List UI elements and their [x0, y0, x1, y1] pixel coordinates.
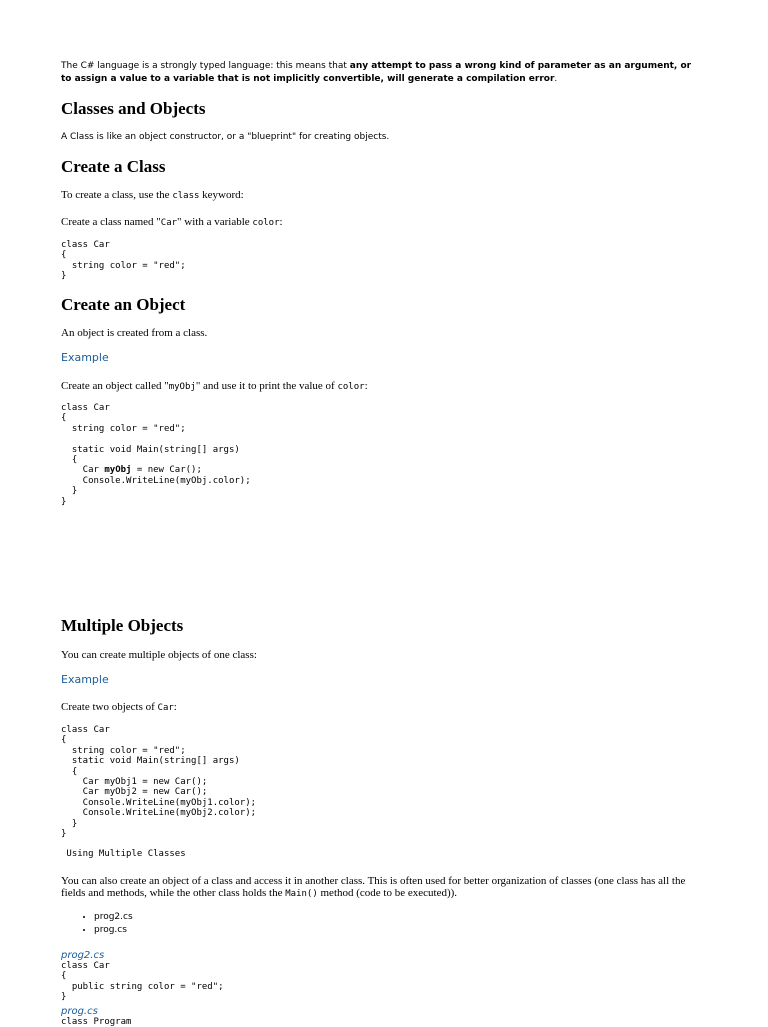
code-block-multiple-objects: class Car { string color = "red"; static void Main(string[] args) { Car myObj1 = new Car(); Car myObj2 = new Car(); Console.WriteLine(myObj1.color); Console.WriteLine(myObj2.color); } } [61, 725, 257, 840]
text: : [279, 216, 283, 228]
inline-code: color [252, 218, 280, 228]
heading-create-object: Create an Object [61, 295, 186, 314]
text: " and use it to print the value of [195, 380, 338, 392]
classes-objects-text: A Class is like an object constructor, or a "blueprint" for creating objects. [61, 132, 390, 142]
intro-end: . [554, 74, 558, 84]
text: Create two objects of [61, 701, 158, 713]
heading-classes-objects: Classes and Objects [61, 99, 206, 118]
list-item: • prog2.cs [94, 911, 133, 924]
code-block-prog2: class Car { public string color = "red"; } [61, 961, 224, 1003]
list-item: • prog.cs [94, 924, 133, 937]
create-class-line1 [61, 189, 244, 202]
inline-code: myObj [168, 382, 196, 392]
using-multiple-classes-label: Using Multiple Classes [61, 849, 186, 859]
inline-code: color [337, 382, 365, 392]
intro-bold: any attempt to pass a wrong kind of parameter as an argument, or to assign a value to a variable that is not implicitly convertible, will generate a compilation error [61, 61, 692, 84]
code-block-create-object [61, 403, 251, 507]
file-list [61, 911, 133, 937]
inline-code: Car [160, 218, 178, 228]
inline-code: Main() [285, 889, 318, 899]
create-class-line2 [61, 216, 283, 229]
code-bold: myObj [104, 465, 132, 476]
text: Create an object called " [61, 380, 169, 392]
text: You can also create an object of a class and access it in another class. This is often used for better organization of classes (one class has all the fields and methods, while the other class holds the [61, 875, 686, 899]
text: Create a class named " [61, 216, 161, 228]
example-label: Example [61, 351, 109, 364]
text: keyword: [199, 189, 244, 201]
text: : [364, 380, 368, 392]
text: : [173, 701, 177, 713]
intro-plain: The C# language is a strongly typed language: this means that [61, 61, 350, 71]
text: To create a class, use the [61, 189, 173, 201]
filename-prog2: prog2.cs [61, 950, 105, 961]
example-label: Example [61, 673, 109, 686]
inline-code: Car [157, 703, 174, 713]
heading-multiple-objects: Multiple Objects [61, 616, 184, 635]
multiple-classes-text [61, 875, 691, 900]
text: " with a variable [177, 216, 253, 228]
code-block-car-class: class Car { string color = "red"; } [61, 240, 186, 282]
heading-create-class: Create a Class [61, 157, 166, 176]
multiple-objects-line [61, 701, 177, 714]
code-text: = new Car(); Console.WriteLine(myObj.color); } } [61, 465, 251, 507]
code-text: class Car { string color = "red"; static void Main(string[] args) { Car [61, 403, 240, 476]
code-block-prog: class Program [61, 1017, 132, 1027]
filename-prog: prog.cs [61, 1006, 98, 1017]
intro-paragraph [61, 60, 696, 86]
create-object-line [61, 380, 368, 393]
multiple-objects-text: You can create multiple objects of one class: [61, 649, 257, 661]
create-object-text: An object is created from a class. [61, 327, 208, 339]
inline-code: class [172, 191, 200, 201]
text: method (code to be executed)). [317, 887, 458, 899]
